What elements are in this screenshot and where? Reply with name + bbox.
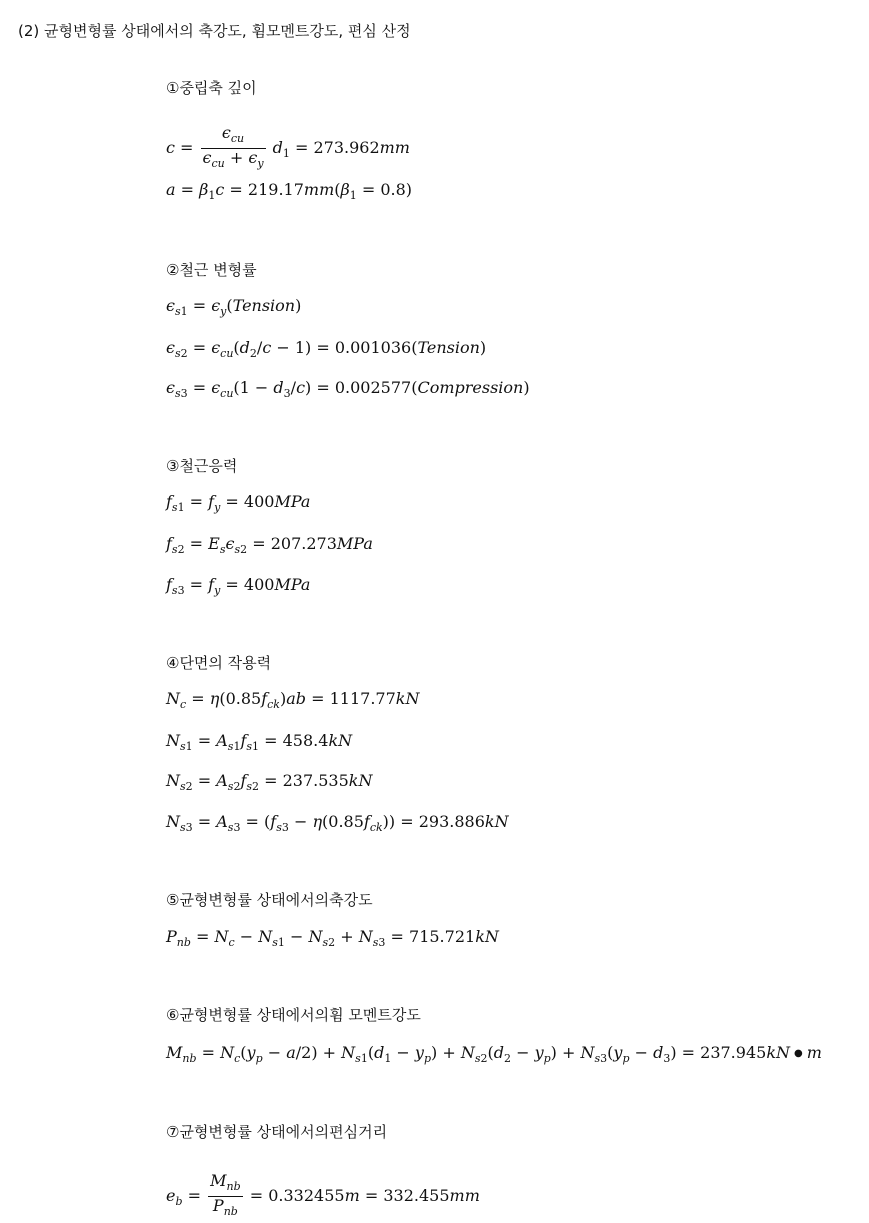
Pnb-value: 715.721 <box>409 927 476 946</box>
equation-Pnb: $P_{nb} = N_c - N_{s1} - N_{s2} + N_{s3} = 715.721kN$ <box>166 927 499 949</box>
equation-c: c = $\frac{\epsilon_{cu}}{\epsilon_{cu} + \epsilon_y}$ $d_1 = 273.962mm$ <box>166 123 410 170</box>
section-title-section-forces: ④단면의 작용력 <box>166 654 272 672</box>
bullet-dot: ● <box>794 1048 803 1059</box>
Nc-value: 1117.77 <box>329 689 396 708</box>
section-title-rebar-strain: ②철근 변형률 <box>166 261 257 279</box>
equation-Nc: $N_c = \eta(0.85f_{ck})ab = 1117.77kN$ <box>166 689 420 711</box>
eb-value1: 0.332455 <box>268 1186 345 1205</box>
Ns3-unit: kN <box>484 812 509 831</box>
a-unit: mm <box>303 180 335 199</box>
es2-value: 0.001036 <box>334 338 412 357</box>
Ns3-value: 293.886 <box>418 812 485 831</box>
section-title-moment-strength: ⑥균형변형률 상태에서의휨 모멘트강도 <box>166 1006 421 1024</box>
es3-value: 0.002577 <box>334 378 412 397</box>
beta-value: 0.8 <box>380 180 406 199</box>
eb-unit1: m <box>344 1186 360 1205</box>
equation-fs3: $f_{s3} = f_y = 400MPa$ <box>166 575 311 597</box>
es1-note: Tension <box>232 296 296 315</box>
fs1-unit: MPa <box>274 492 311 511</box>
equation-es2: $\epsilon_{s2} = \epsilon_{cu}(d_2/c - 1)$ = 0.001036(Tension) <box>166 338 487 360</box>
eb-unit2: mm <box>449 1186 480 1205</box>
equation-fs1: $f_{s1} = f_y = 400MPa$ <box>166 492 311 514</box>
Mnb-unit: kN <box>766 1043 791 1062</box>
equation-a: $a = \beta_1c = 219.17mm(\beta_1 = 0.8)$ <box>166 180 413 202</box>
eb-value2: 332.455 <box>383 1186 450 1205</box>
section-title-eccentricity: ⑦균형변형률 상태에서의편심거리 <box>166 1123 388 1141</box>
equation-Ns1: $N_{s1} = A_{s1}f_{s1} = 458.4kN$ <box>166 731 353 753</box>
page-heading: (2) 균형변형률 상태에서의 축강도, 휨모멘트강도, 편심 산정 <box>18 22 411 40</box>
section-title-rebar-stress: ③철근응력 <box>166 457 238 475</box>
equation-Ns2: $N_{s2} = A_{s2}f_{s2} = 237.535kN$ <box>166 771 373 793</box>
equation-Ns3: $N_{s3} = A_{s3} = (f_{s3} - \eta(0.85f_{ck})) = 293.886kN$ <box>166 812 509 834</box>
a-value: 219.17 <box>247 180 304 199</box>
Ns1-value: 458.4 <box>282 731 329 750</box>
fs3-unit: MPa <box>274 575 311 594</box>
equation-fs2: $f_{s2} = E_s\epsilon_{s2} = 207.273MPa$ <box>166 534 373 556</box>
Mnb-value: 237.945 <box>700 1043 767 1062</box>
fs2-value: 207.273 <box>270 534 337 553</box>
equation-es1: $\epsilon_{s1}$ = $\epsilon_y(Tension)$ <box>166 296 302 318</box>
Nc-unit: kN <box>395 689 420 708</box>
Pnb-unit: kN <box>475 927 499 946</box>
Mnb-unit2: m <box>806 1043 822 1062</box>
equation-Mnb: $M_{nb} = N_c(y_p - a/2) + N_{s1}(d_1 - y_p) + N_{s2}(d_2 - y_p) + N_{s3}(y_p - d_3) = 237.945kN$ ● m <box>166 1043 822 1065</box>
Ns2-value: 237.535 <box>282 771 349 790</box>
es3-note: Compression <box>417 378 524 397</box>
section-title-neutral-axis: ①중립축 깊이 <box>166 79 257 97</box>
equation-eb: $e_b$ = $\frac{M_{nb}}{P_{nb}}$ = 0.332455m = 332.455mm <box>166 1171 480 1218</box>
c-unit: mm <box>379 138 410 157</box>
Ns1-unit: kN <box>328 731 353 750</box>
fs2-unit: MPa <box>336 534 373 553</box>
fs1-value: 400 <box>243 492 275 511</box>
Ns2-unit: kN <box>348 771 373 790</box>
section-title-axial-strength: ⑤균형변형률 상태에서의축강도 <box>166 891 373 909</box>
c-value: 273.962 <box>313 138 380 157</box>
equation-es3: $\epsilon_{s3} = \epsilon_{cu}(1 - d_3/c)$ = 0.002577(Compression) <box>166 378 530 400</box>
fs3-value: 400 <box>243 575 275 594</box>
es2-note: Tension <box>417 338 480 357</box>
